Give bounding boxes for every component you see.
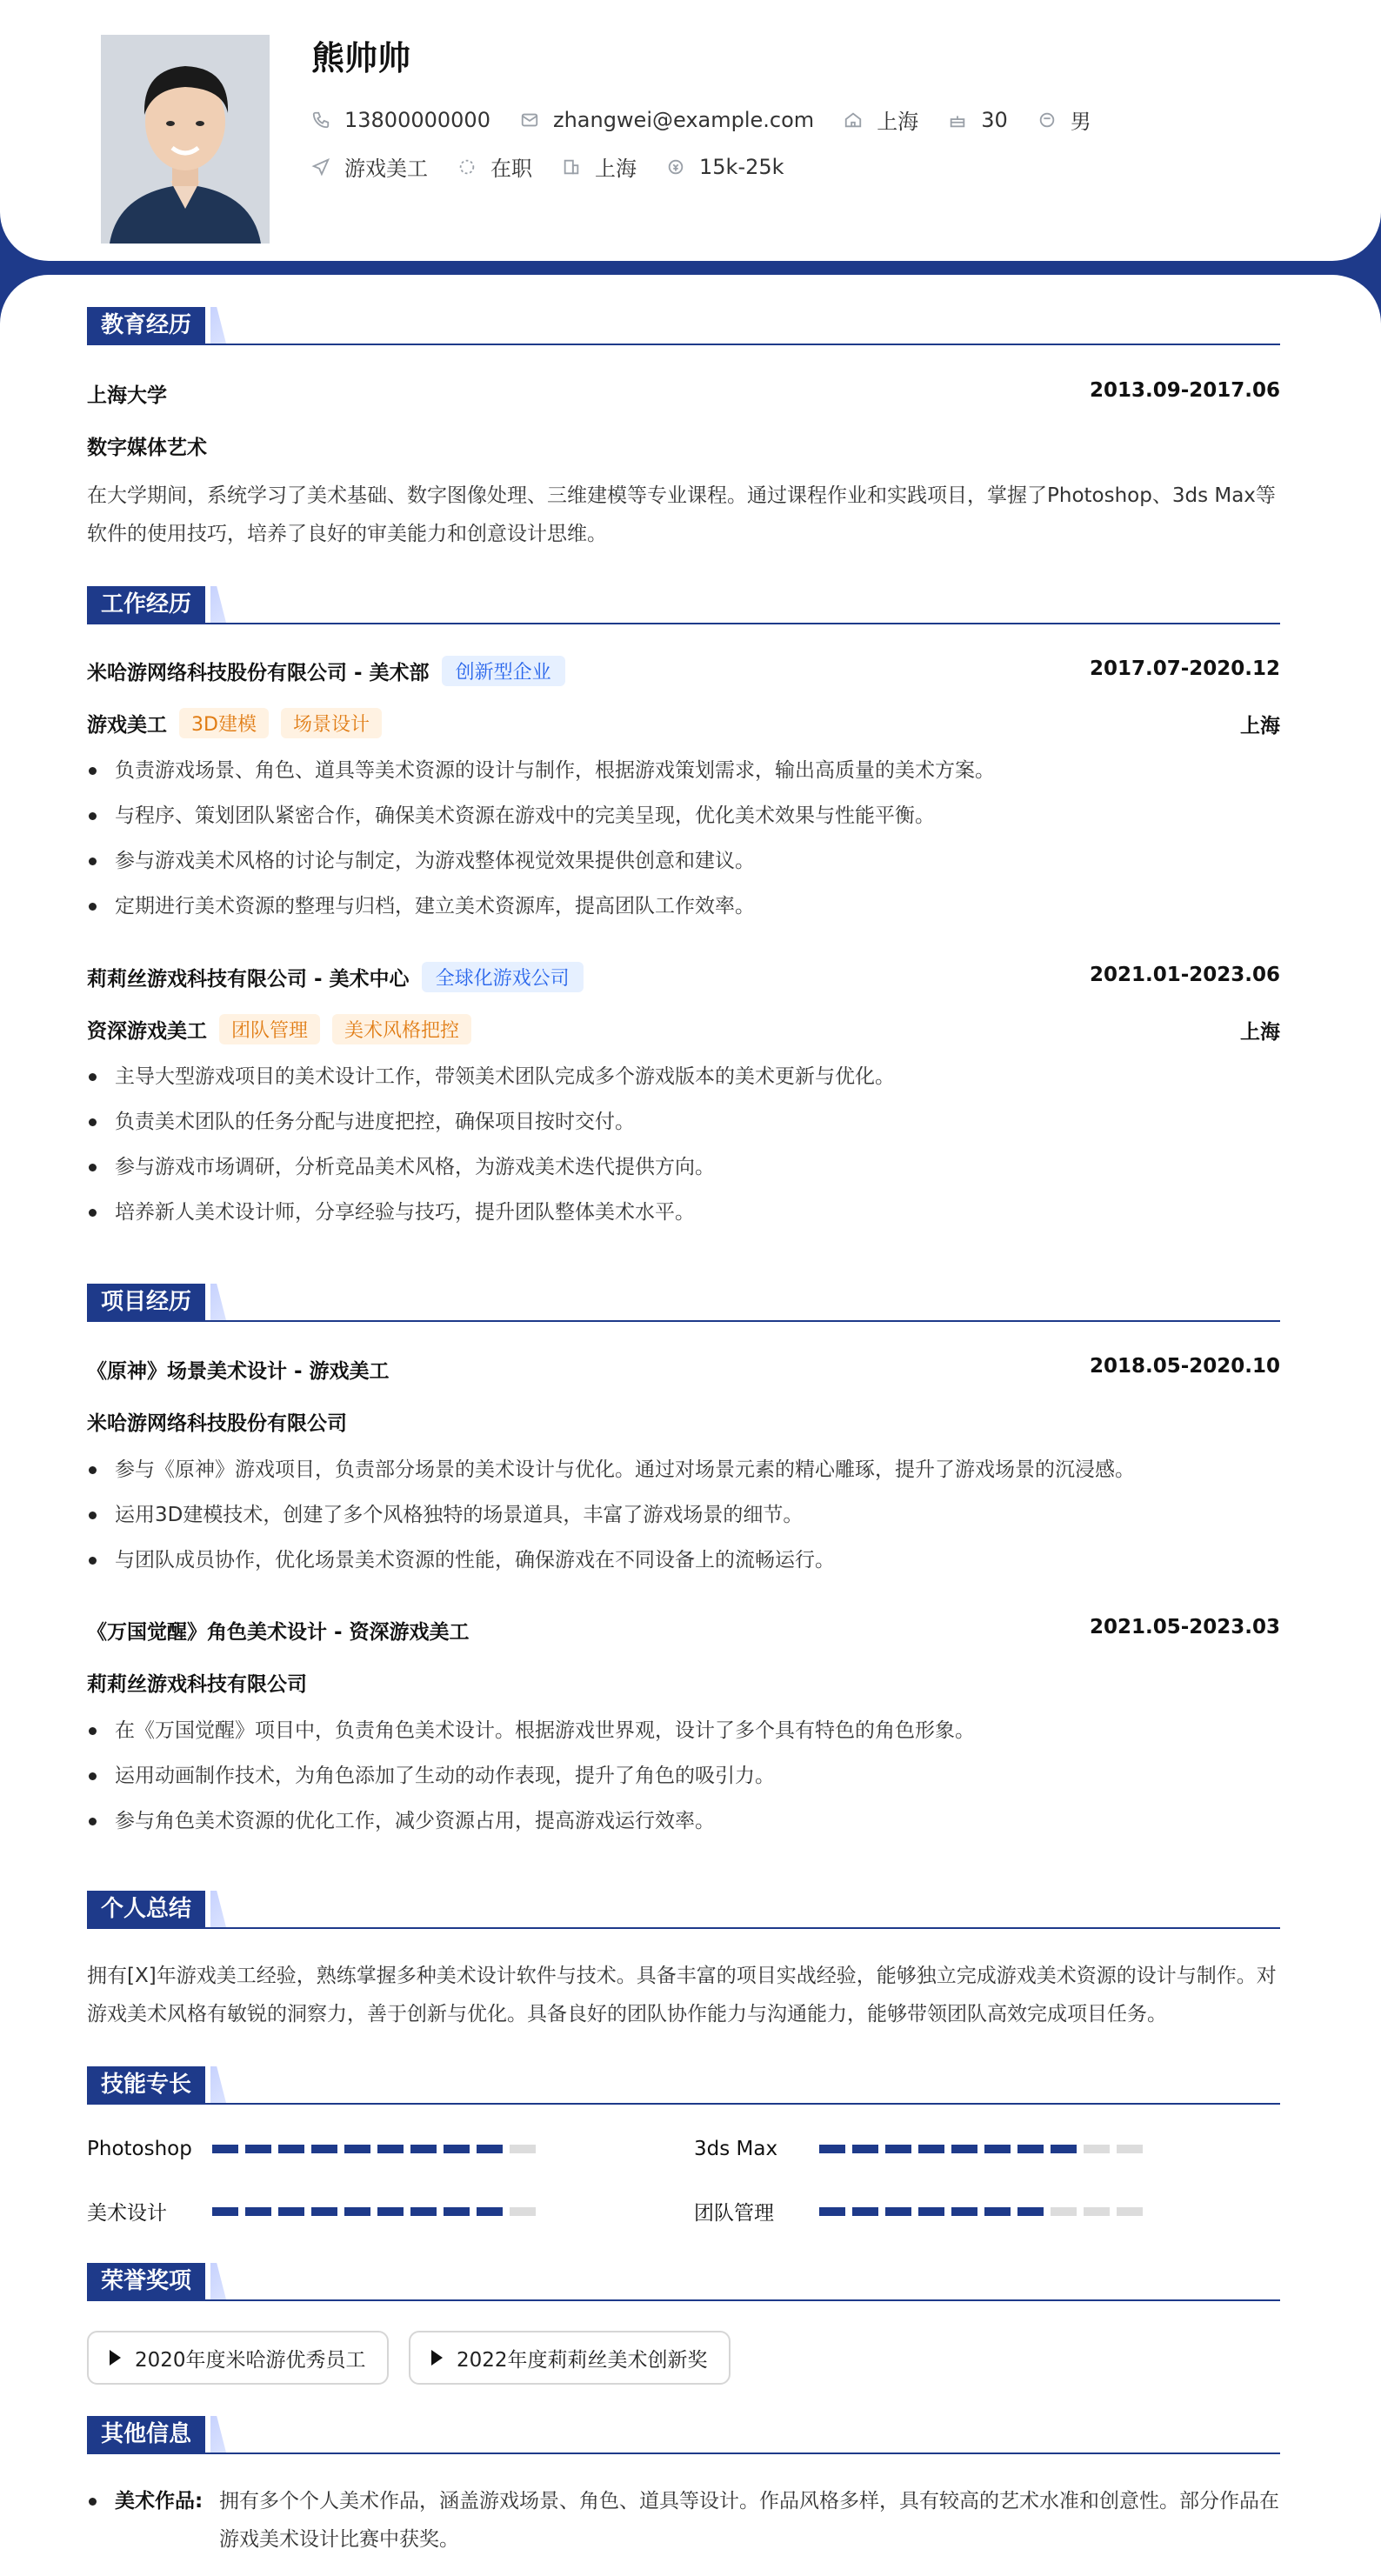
work-2-role: 资深游戏美工 xyxy=(87,1020,207,1043)
avatar xyxy=(101,35,270,244)
skill-level-bar xyxy=(819,2207,1150,2216)
work-2-company-tag: 全球化游戏公司 xyxy=(422,962,584,992)
section-title-other: 其他信息 xyxy=(87,2416,205,2453)
skill-level-bar xyxy=(212,2145,543,2153)
skill-level-segment xyxy=(852,2207,878,2216)
title-tail-decoration xyxy=(210,2263,226,2299)
skill-level-segment xyxy=(444,2145,470,2153)
other-item xyxy=(87,2482,1280,2559)
skill-level-segment xyxy=(1017,2207,1044,2216)
age-item xyxy=(948,108,1008,132)
list-item: 负责美术团队的任务分配与进度把控，确保项目按时交付。 xyxy=(87,1099,1280,1145)
skill-level-segment xyxy=(1084,2145,1110,2153)
status-value: 在职 xyxy=(490,157,532,181)
honor-item xyxy=(409,2331,731,2385)
list-item: 与团队成员协作，优化场景美术资源的性能，确保游戏在不同设备上的流畅运行。 xyxy=(87,1538,1280,1583)
contact-row xyxy=(311,104,1121,135)
honor-label: 2022年度莉莉丝美术创新奖 xyxy=(457,2348,708,2372)
project-1-bullets xyxy=(87,1447,1280,1583)
phone-icon xyxy=(311,110,330,130)
work-2-tag: 团队管理 xyxy=(219,1014,320,1044)
status-item xyxy=(457,151,532,182)
skill-level-segment xyxy=(212,2207,238,2216)
skill-level-segment xyxy=(311,2145,337,2153)
skill-level-segment xyxy=(852,2145,878,2153)
skill-level-segment xyxy=(1084,2207,1110,2216)
list-item: 在《万国觉醒》项目中，负责角色美术设计。根据游戏世界观，设计了多个具有特色的角色形象。 xyxy=(87,1708,1280,1753)
work-1-company-tag: 创新型企业 xyxy=(442,656,565,686)
skill-level-segment xyxy=(510,2207,536,2216)
edu-major: 数字媒体艺术 xyxy=(87,437,207,459)
job-row xyxy=(311,151,814,182)
section-projects xyxy=(87,1284,1280,1322)
position-value: 游戏美工 xyxy=(344,157,428,181)
home-icon xyxy=(844,110,863,130)
skill-level-segment xyxy=(444,2207,470,2216)
list-item: 主导大型游戏项目的美术设计工作，带领美术团队完成多个游戏版本的美术更新与优化。 xyxy=(87,1054,1280,1099)
email-item xyxy=(520,108,814,132)
profile-header xyxy=(0,0,1381,261)
skill-level-segment xyxy=(1017,2145,1044,2153)
salary-item xyxy=(666,155,784,179)
resume-body xyxy=(0,275,1381,2576)
work-1-tag: 场景设计 xyxy=(281,708,382,738)
gender-value: 男 xyxy=(1070,110,1091,134)
skill-level-segment xyxy=(885,2145,911,2153)
title-tail-decoration xyxy=(210,2066,226,2103)
project-2-date: 2021.05-2023.03 xyxy=(1089,1616,1280,1638)
skill-item xyxy=(694,2138,1150,2160)
skill-level-segment xyxy=(245,2145,271,2153)
skill-level-segment xyxy=(477,2145,503,2153)
mail-icon xyxy=(520,110,539,130)
edu-school: 上海大学 xyxy=(87,384,167,407)
section-work xyxy=(87,586,1280,624)
work-2-bullets xyxy=(87,1054,1280,1235)
skill-level-segment xyxy=(278,2207,304,2216)
skill-name: 团队管理 xyxy=(694,2202,774,2225)
skill-item xyxy=(87,2197,543,2226)
coin-icon xyxy=(666,157,685,177)
section-education xyxy=(87,307,1280,345)
project-1-date: 2018.05-2020.10 xyxy=(1089,1355,1280,1378)
work-2-tag: 美术风格把控 xyxy=(332,1014,471,1044)
skill-level-segment xyxy=(918,2145,944,2153)
list-item: 参与游戏市场调研，分析竞品美术风格，为游戏美术迭代提供方向。 xyxy=(87,1145,1280,1190)
age-value: 30 xyxy=(981,107,1008,132)
skill-name: 3ds Max xyxy=(694,2138,778,2160)
list-item: 参与游戏美术风格的讨论与制定，为游戏整体视觉效果提供创意和建议。 xyxy=(87,838,1280,884)
skill-level-segment xyxy=(344,2145,370,2153)
skill-level-segment xyxy=(1117,2145,1143,2153)
project-1-title: 《原神》场景美术设计 - 游戏美工 xyxy=(87,1360,390,1383)
work-1-date: 2017.07-2020.12 xyxy=(1089,657,1280,680)
skill-level-segment xyxy=(918,2207,944,2216)
skill-level-segment xyxy=(951,2145,977,2153)
work-1-bullets xyxy=(87,748,1280,929)
list-item: 定期进行美术资源的整理与归档，建立美术资源库，提高团队工作效率。 xyxy=(87,884,1280,929)
work-1-company-line xyxy=(87,656,565,686)
skill-name: Photoshop xyxy=(87,2138,192,2160)
skill-level-segment xyxy=(377,2145,404,2153)
section-title-skills: 技能专长 xyxy=(87,2066,205,2103)
skill-level-segment xyxy=(311,2207,337,2216)
list-item: 与程序、策划团队紧密合作，确保美术资源在游戏中的完美呈现，优化美术效果与性能平衡。 xyxy=(87,793,1280,838)
other-item-key: 美术作品: xyxy=(115,2490,203,2513)
title-tail-decoration xyxy=(210,586,226,623)
work-1-location: 上海 xyxy=(1240,715,1280,737)
status-icon xyxy=(457,157,477,177)
skill-level-segment xyxy=(984,2145,1011,2153)
section-skills xyxy=(87,2066,1280,2105)
other-item-value: 拥有多个个人美术作品，涵盖游戏场景、角色、道具等设计。作品风格多样，具有较高的艺术水准和创意性。部分作品在游戏美术设计比赛中获奖。 xyxy=(219,2490,1279,2551)
skill-level-segment xyxy=(377,2207,404,2216)
section-title-honors: 荣誉奖项 xyxy=(87,2263,205,2299)
work-2-date: 2021.01-2023.06 xyxy=(1089,964,1280,986)
list-item: 运用动画制作技术，为角色添加了生动的动作表现，提升了角色的吸引力。 xyxy=(87,1753,1280,1799)
work-1-role: 游戏美工 xyxy=(87,714,167,737)
location-item xyxy=(844,104,918,135)
skill-level-segment xyxy=(278,2145,304,2153)
work-2-location: 上海 xyxy=(1240,1021,1280,1044)
skill-level-segment xyxy=(245,2207,271,2216)
project-1-company: 米哈游网络科技股份有限公司 xyxy=(87,1412,347,1435)
skill-item xyxy=(694,2197,1150,2226)
skill-level-segment xyxy=(212,2145,238,2153)
honor-item xyxy=(87,2331,389,2385)
edu-date: 2013.09-2017.06 xyxy=(1089,379,1280,402)
cake-icon xyxy=(948,110,967,130)
phone-item xyxy=(311,108,490,132)
list-item: 运用3D建模技术，创建了多个风格独特的场景道具，丰富了游戏场景的细节。 xyxy=(87,1492,1280,1538)
city-item xyxy=(562,151,637,182)
skill-level-segment xyxy=(951,2207,977,2216)
list-item: 参与《原神》游戏项目，负责部分场景的美术设计与优化。通过对场景元素的精心雕琢，提升了游戏场景的沉浸感。 xyxy=(87,1447,1280,1492)
list-item: 参与角色美术资源的优化工作，减少资源占用，提高游戏运行效率。 xyxy=(87,1799,1280,1844)
list-item: 培养新人美术设计师，分享经验与技巧，提升团队整体美术水平。 xyxy=(87,1190,1280,1235)
email-value: zhangwei@example.com xyxy=(552,107,815,132)
honor-label: 2020年度米哈游优秀员工 xyxy=(135,2348,366,2372)
skill-item xyxy=(87,2138,543,2160)
skill-level-bar xyxy=(212,2207,543,2216)
title-tail-decoration xyxy=(210,1284,226,1320)
gender-item xyxy=(1037,104,1091,135)
candidate-name: 熊帅帅 xyxy=(311,39,411,77)
skill-level-segment xyxy=(984,2207,1011,2216)
section-summary xyxy=(87,1891,1280,1929)
edu-desc: 在大学期间，系统学习了美术基础、数字图像处理、三维建模等专业课程。通过课程作业和实践项目，掌握了Photoshop、3ds Max等软件的使用技巧，培养了良好的审美能力和创意设计思维。 xyxy=(87,484,1276,545)
project-2-bullets xyxy=(87,1708,1280,1844)
list-item: 负责游戏场景、角色、道具等美术资源的设计与制作，根据游戏策划需求，输出高质量的美术方案。 xyxy=(87,748,1280,793)
gender-icon xyxy=(1037,110,1057,130)
building-icon xyxy=(562,157,581,177)
position-item xyxy=(311,151,428,182)
section-title-work: 工作经历 xyxy=(87,586,205,623)
skill-level-segment xyxy=(477,2207,503,2216)
skill-level-segment xyxy=(410,2145,437,2153)
phone-value: 13800000000 xyxy=(344,107,490,132)
section-honors xyxy=(87,2263,1280,2301)
skill-level-segment xyxy=(819,2207,845,2216)
skill-level-segment xyxy=(1051,2145,1077,2153)
city-value: 上海 xyxy=(595,157,637,181)
send-icon xyxy=(311,157,330,177)
play-triangle-icon xyxy=(431,2350,443,2366)
skill-level-segment xyxy=(819,2145,845,2153)
section-title-summary: 个人总结 xyxy=(87,1891,205,1927)
title-tail-decoration xyxy=(210,307,226,344)
avatar-portrait-icon xyxy=(101,35,270,244)
skill-level-segment xyxy=(1117,2207,1143,2216)
project-2-company: 莉莉丝游戏科技有限公司 xyxy=(87,1673,307,1696)
skill-level-segment xyxy=(410,2207,437,2216)
title-tail-decoration xyxy=(210,2416,226,2453)
location-value: 上海 xyxy=(877,110,919,134)
work-1-company: 米哈游网络科技股份有限公司 - 美术部 xyxy=(87,662,430,684)
summary-text: 拥有[X]年游戏美工经验，熟练掌握多种美术设计软件与技术。具备丰富的项目实战经验，能够独立完成游戏美术资源的设计与制作。对游戏美术风格有敏锐的洞察力，善于创新与优化。具备良好的团队协作能力与沟通能力，能够带领团队高效完成项目任务。 xyxy=(87,1965,1277,2025)
work-2-company-line xyxy=(87,962,584,992)
work-2-role-line xyxy=(87,1014,471,1044)
skill-level-segment xyxy=(885,2207,911,2216)
skill-level-segment xyxy=(1051,2207,1077,2216)
skill-level-segment xyxy=(344,2207,370,2216)
section-title-projects: 项目经历 xyxy=(87,1284,205,1320)
skill-level-bar xyxy=(819,2145,1150,2153)
work-1-role-line xyxy=(87,708,382,738)
section-other xyxy=(87,2416,1280,2454)
title-tail-decoration xyxy=(210,1891,226,1927)
work-1-tag: 3D建模 xyxy=(179,708,269,738)
salary-value: 15k-25k xyxy=(699,154,784,179)
project-2-title: 《万国觉醒》角色美术设计 - 资深游戏美工 xyxy=(87,1621,470,1644)
section-title-education: 教育经历 xyxy=(87,307,205,344)
play-triangle-icon xyxy=(110,2350,121,2366)
skill-level-segment xyxy=(510,2145,536,2153)
skill-name: 美术设计 xyxy=(87,2202,167,2225)
work-2-company: 莉莉丝游戏科技有限公司 - 美术中心 xyxy=(87,968,410,991)
